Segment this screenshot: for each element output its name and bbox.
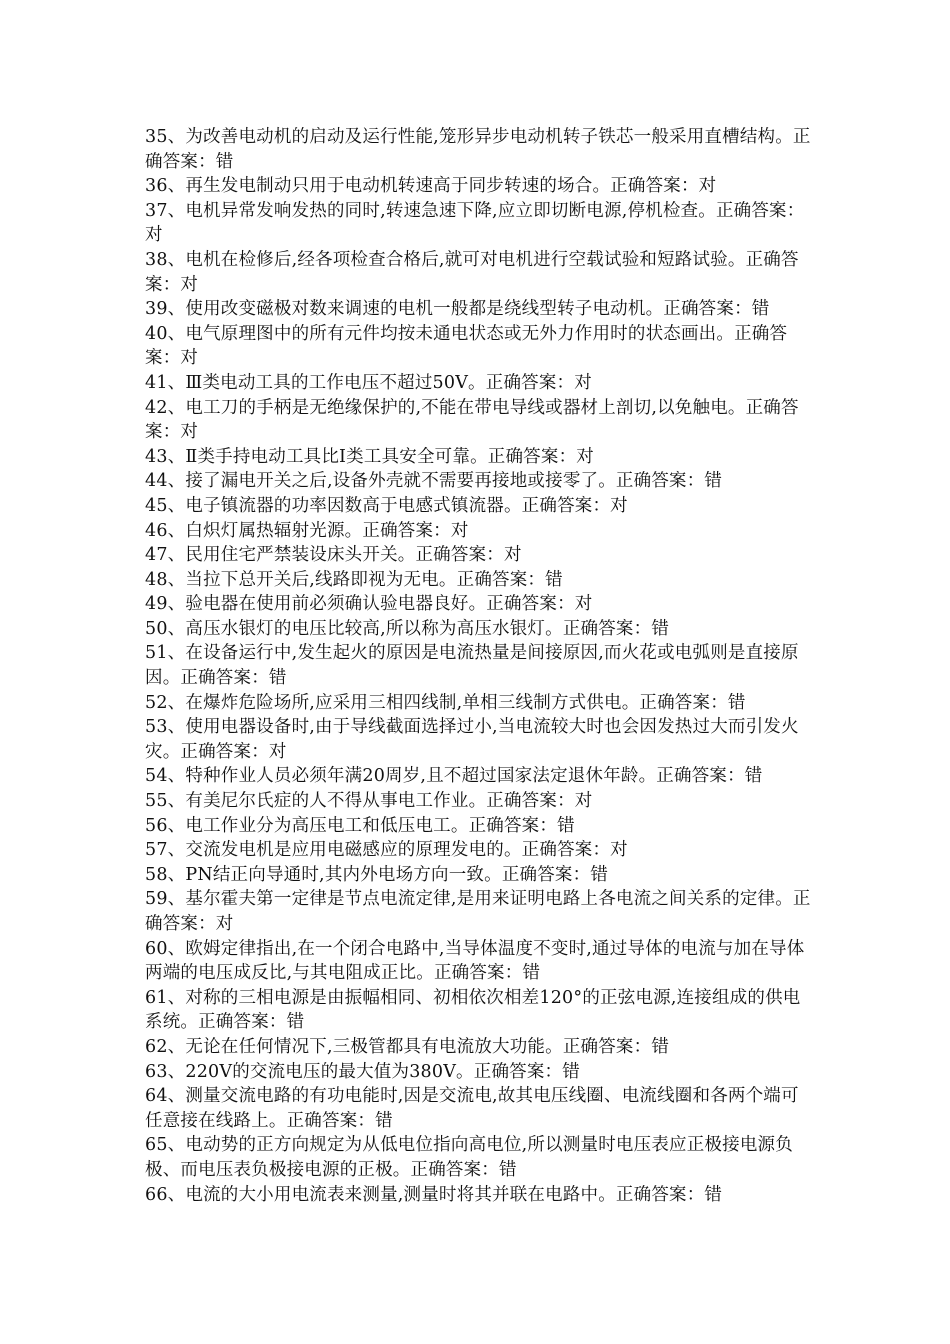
question-64: 64、测量交流电路的有功电能时,因是交流电,故其电压线圈、电流线圈和各两个端可任意接在线路上。正确答案：错 xyxy=(145,1086,799,1131)
question-48: 48、当拉下总开关后,线路即视为无电。正确答案：错 xyxy=(145,569,563,590)
question-47: 47、民用住宅严禁装设床头开关。正确答案：对 xyxy=(145,545,522,566)
question-63: 63、220V的交流电压的最大值为380V。正确答案：错 xyxy=(145,1061,580,1082)
question-37: 37、电机异常发响发热的同时,转速急速下降,应立即切断电源,停机检查。正确答案：对 xyxy=(145,200,805,246)
question-56: 56、电工作业分为高压电工和低压电工。正确答案：错 xyxy=(145,815,575,836)
question-60: 60、欧姆定律指出,在一个闭合电路中,当导体温度不变时,通过导体的电流与加在导体两端的电压成反比,与其电阻成正比。正确答案：错 xyxy=(145,938,805,984)
question-62: 62、无论在任何情况下,三极管都具有电流放大功能。正确答案：错 xyxy=(145,1036,670,1057)
question-41: 41、Ⅲ类电动工具的工作电压不超过50V。正确答案：对 xyxy=(145,372,592,393)
question-35: 35、为改善电动机的启动及运行性能,笼形异步电动机转子铁芯一般采用直槽结构。正确答案：错 xyxy=(145,127,811,172)
question-61: 61、对称的三相电源是由振幅相同、初相依次相差120°的正弦电源,连接组成的供电系统。正确答案：错 xyxy=(145,987,801,1033)
question-54: 54、特种作业人员必须年满20周岁,且不超过国家法定退休年龄。正确答案：错 xyxy=(145,766,763,787)
question-65: 65、电动势的正方向规定为从低电位指向高电位,所以测量时电压表应正极接电源负极、而电压表负极接电源的正极。正确答案：错 xyxy=(145,1135,793,1180)
question-51: 51、在设备运行中,发生起火的原因是电流热量是间接原因,而火花或电弧则是直接原因。正确答案：错 xyxy=(145,643,799,689)
question-66: 66、电流的大小用电流表来测量,测量时将其并联在电路中。正确答案：错 xyxy=(145,1184,723,1205)
question-43: 43、Ⅱ类手持电动工具比Ⅰ类工具安全可靠。正确答案：对 xyxy=(145,446,594,467)
question-36: 36、再生发电制动只用于电动机转速高于同步转速的场合。正确答案：对 xyxy=(145,176,717,197)
question-46: 46、白炽灯属热辐射光源。正确答案：对 xyxy=(145,520,469,541)
question-53: 53、使用电器设备时,由于导线截面选择过小,当电流较大时也会因发热过大而引发火灾。正确答案：对 xyxy=(145,717,799,762)
question-52: 52、在爆炸危险场所,应采用三相四线制,单相三线制方式供电。正确答案：错 xyxy=(145,692,746,713)
question-50: 50、高压水银灯的电压比较高,所以称为高压水银灯。正确答案：错 xyxy=(145,618,670,639)
question-58: 58、PN结正向导通时,其内外电场方向一致。正确答案：错 xyxy=(145,864,609,885)
question-49: 49、验电器在使用前必须确认验电器良好。正确答案：对 xyxy=(145,594,593,615)
question-59: 59、基尔霍夫第一定律是节点电流定律,是用来证明电路上各电流之间关系的定律。正确答案：对 xyxy=(145,889,811,934)
question-42: 42、电工刀的手柄是无绝缘保护的,不能在带电导线或器材上剖切,以免触电。正确答案：对 xyxy=(145,397,799,443)
question-45: 45、电子镇流器的功率因数高于电感式镇流器。正确答案：对 xyxy=(145,495,628,516)
question-40: 40、电气原理图中的所有元件均按未通电状态或无外力作用时的状态画出。正确答案：对 xyxy=(145,323,788,369)
document-body xyxy=(145,125,815,1207)
question-57: 57、交流发电机是应用电磁感应的原理发电的。正确答案：对 xyxy=(145,840,628,861)
question-44: 44、接了漏电开关之后,设备外壳就不需要再接地或接零了。正确答案：错 xyxy=(145,471,723,492)
question-55: 55、有美尼尔氏症的人不得从事电工作业。正确答案：对 xyxy=(145,791,593,812)
question-38: 38、电机在检修后,经各项检查合格后,就可对电机进行空载试验和短路试验。正确答案：对 xyxy=(145,249,799,295)
question-39: 39、使用改变磁极对数来调速的电机一般都是绕线型转子电动机。正确答案：错 xyxy=(145,299,770,320)
